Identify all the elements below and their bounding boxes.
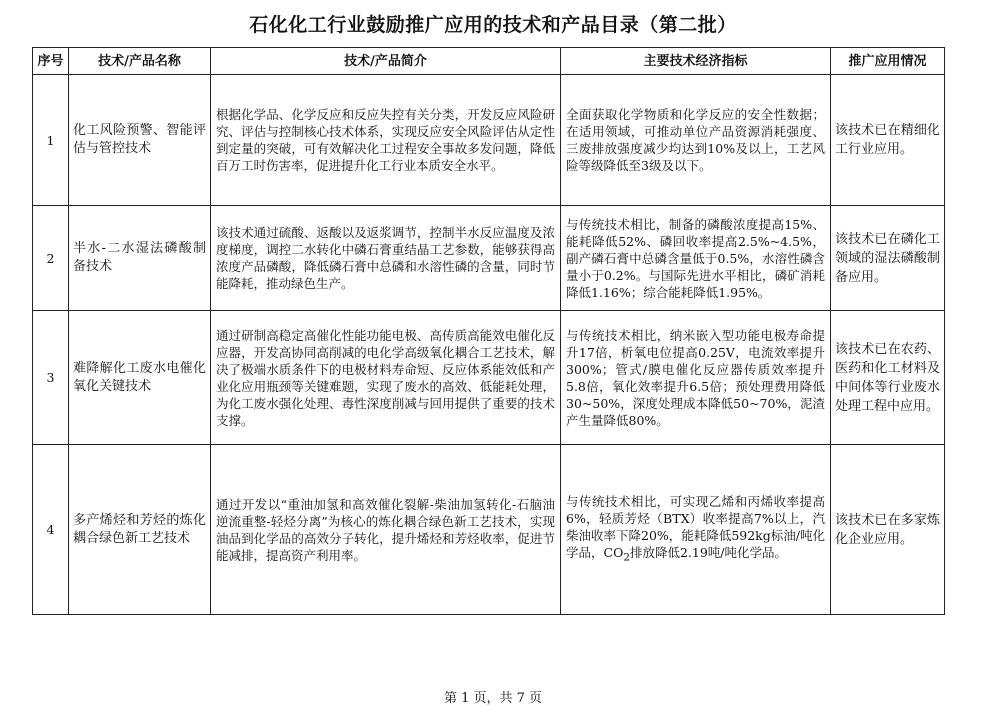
tech-application: 该技术已在磷化工领域的湿法磷酸制备应用。	[831, 206, 945, 311]
catalog-table	[32, 47, 945, 615]
tech-name: 半水-二水湿法磷酸制备技术	[69, 206, 211, 311]
header-indicators: 主要技术经济指标	[561, 48, 831, 75]
tech-description: 根据化学品、化学反应和反应失控有关分类，开发反应风险研究、评估与控制核心技术体系，实现反应安全风险评估从定性到定量的突破，可有效解决化工过程安全事故多发问题，降低百万工时伤害率，促进提升化工行业本质安全水平。	[211, 75, 561, 206]
indicators-text-b: 排放降低2.19吨/吨化学品。	[629, 544, 787, 560]
header-desc: 技术/产品简介	[211, 48, 561, 75]
tech-name: 化工风险预警、智能评估与管控技术	[69, 75, 211, 206]
row-number: 1	[33, 75, 69, 206]
tech-description: 通过开发以“重油加氢和高效催化裂解-柴油加氢转化-石脑油逆流重整-轻烃分离”为核心的炼化耦合绿色新工艺技术，实现油品到化学品的高效分子转化，提升烯烃和芳烃收率，促进节能减排，提高资产利用率。	[211, 445, 561, 615]
tech-indicators: 全面获取化学物质和化学反应的安全性数据；在适用领域，可推动单位产品资源消耗强度、三废排放强度减少均达到10%及以上，工艺风险等级降低至3级及以下。	[561, 75, 831, 206]
row-number: 3	[33, 311, 69, 445]
tech-indicators: 与传统技术相比，纳米嵌入型功能电极寿命提升17倍，析氧电位提高0.25V，电流效率提升300%；管式/膜电催化反应器传质效率提升5.8倍，氧化效率提升6.5倍；预处理费用降低30~50%，深度处理成本降低50~70%，泥渣产生量降低80%。	[561, 311, 831, 445]
table-row	[33, 311, 945, 445]
row-number: 2	[33, 206, 69, 311]
indicators-text-a: 与传统技术相比，可实现乙烯和丙烯收率提高6%，轻质芳烃（BTX）收率提高7%以上，汽柴油收率下降20%，能耗降低592kg标油/吨化学品，CO	[566, 493, 825, 560]
header-row	[33, 48, 945, 75]
tech-application: 该技术已在多家炼化企业应用。	[831, 445, 945, 615]
table-row	[33, 445, 945, 615]
tech-indicators: 与传统技术相比，制备的磷酸浓度提高15%、能耗降低52%、磷回收率提高2.5%~4.5%，副产磷石膏中总磷含量低于0.5%，水溶性磷含量小于0.2%。与国际先进水平相比，磷矿消耗降低1.16%；综合能耗降低1.95%。	[561, 206, 831, 311]
tech-name: 难降解化工废水电催化氧化关键技术	[69, 311, 211, 445]
tech-indicators	[561, 445, 831, 615]
table-row	[33, 75, 945, 206]
document-title: 石化化工行业鼓励推广应用的技术和产品目录（第二批）	[249, 14, 737, 36]
tech-description: 通过研制高稳定高催化性能功能电极、高传质高能效电催化反应器，开发高协同高削减的电化学高级氧化耦合工艺技术，解决了极端水质条件下的电极材料寿命短、反应体系能效低和产业化应用瓶颈等关键难题，实现了废水的高效、低能耗处理，为化工废水强化处理、毒性深度削减与回用提供了重要的技术支撑。	[211, 311, 561, 445]
page-footer: 第 1 页，共 7 页	[443, 691, 543, 706]
co2-subscript: 2	[623, 551, 630, 564]
tech-application: 该技术已在精细化工行业应用。	[831, 75, 945, 206]
table-row	[33, 206, 945, 311]
tech-name: 多产烯烃和芳烃的炼化耦合绿色新工艺技术	[69, 445, 211, 615]
tech-application: 该技术已在农药、医药和化工材料及中间体等行业废水处理工程中应用。	[831, 311, 945, 445]
tech-description: 该技术通过硫酸、返酸以及返浆调节，控制半水反应温度及浓度梯度，调控二水转化中磷石膏重结晶工艺参数，能够获得高浓度产品磷酸，降低磷石膏中总磷和水溶性磷的含量，同时节能降耗，推动绿色生产。	[211, 206, 561, 311]
header-no: 序号	[33, 48, 69, 75]
header-name: 技术/产品名称	[69, 48, 211, 75]
header-application: 推广应用情况	[831, 48, 945, 75]
row-number: 4	[33, 445, 69, 615]
